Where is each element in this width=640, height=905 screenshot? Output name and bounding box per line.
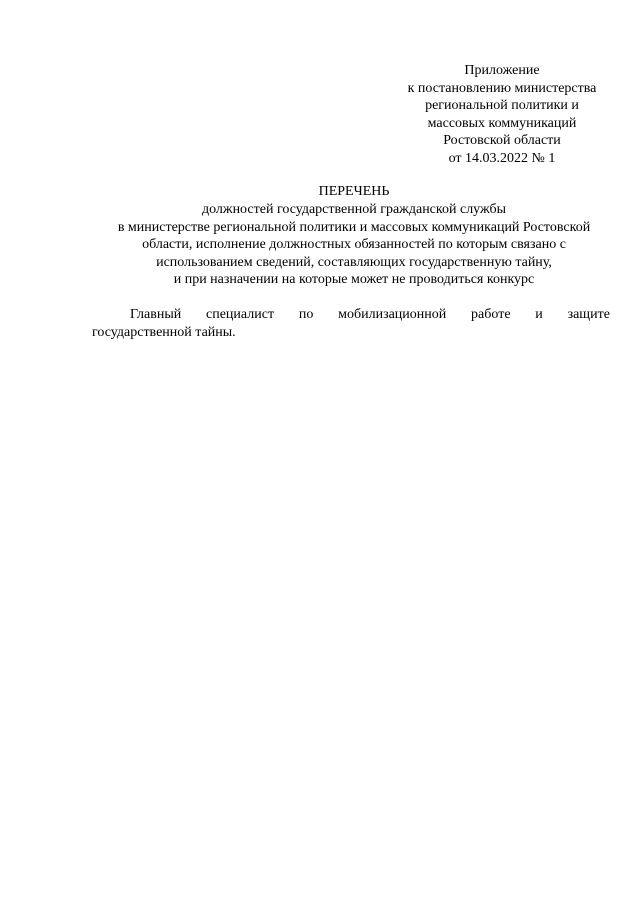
position-word: защите [567, 307, 610, 322]
document-subtitle [80, 201, 628, 289]
appendix-line: региональной политики и [425, 98, 579, 114]
appendix-line: Ростовской области [443, 133, 561, 149]
subtitle-line: в министерстве региональной политики и массовых коммуникаций Ростовской [117, 219, 591, 235]
subtitle-line: и при назначении на которые может не проводиться конкурс [173, 272, 535, 288]
subtitle-line: использованием сведений, составляющих государственную тайну, [156, 254, 552, 270]
position-word: специалист [206, 307, 275, 322]
position-item-line [92, 306, 610, 324]
appendix-line: к постановлению министерства [407, 80, 597, 96]
document-title: ПЕРЕЧЕНЬ [318, 184, 390, 199]
position-word: работе [471, 307, 511, 322]
appendix-line: массовых коммуникаций [427, 115, 577, 131]
position-word: по [298, 307, 314, 322]
subtitle-line: области, исполнение должностных обязанностей по которым связано с [142, 237, 566, 253]
position-list [92, 306, 610, 342]
appendix-title: Приложение [464, 63, 540, 78]
subtitle-line: должностей государственной гражданской службы [201, 202, 507, 217]
position-word: и [535, 307, 543, 322]
position-word: Главный [130, 307, 182, 322]
position-item-continuation: государственной тайны. [92, 325, 236, 340]
appendix-date-number: от 14.03.2022 № 1 [448, 150, 556, 166]
position-word: мобилизационной [338, 307, 447, 322]
appendix-header [380, 62, 624, 168]
